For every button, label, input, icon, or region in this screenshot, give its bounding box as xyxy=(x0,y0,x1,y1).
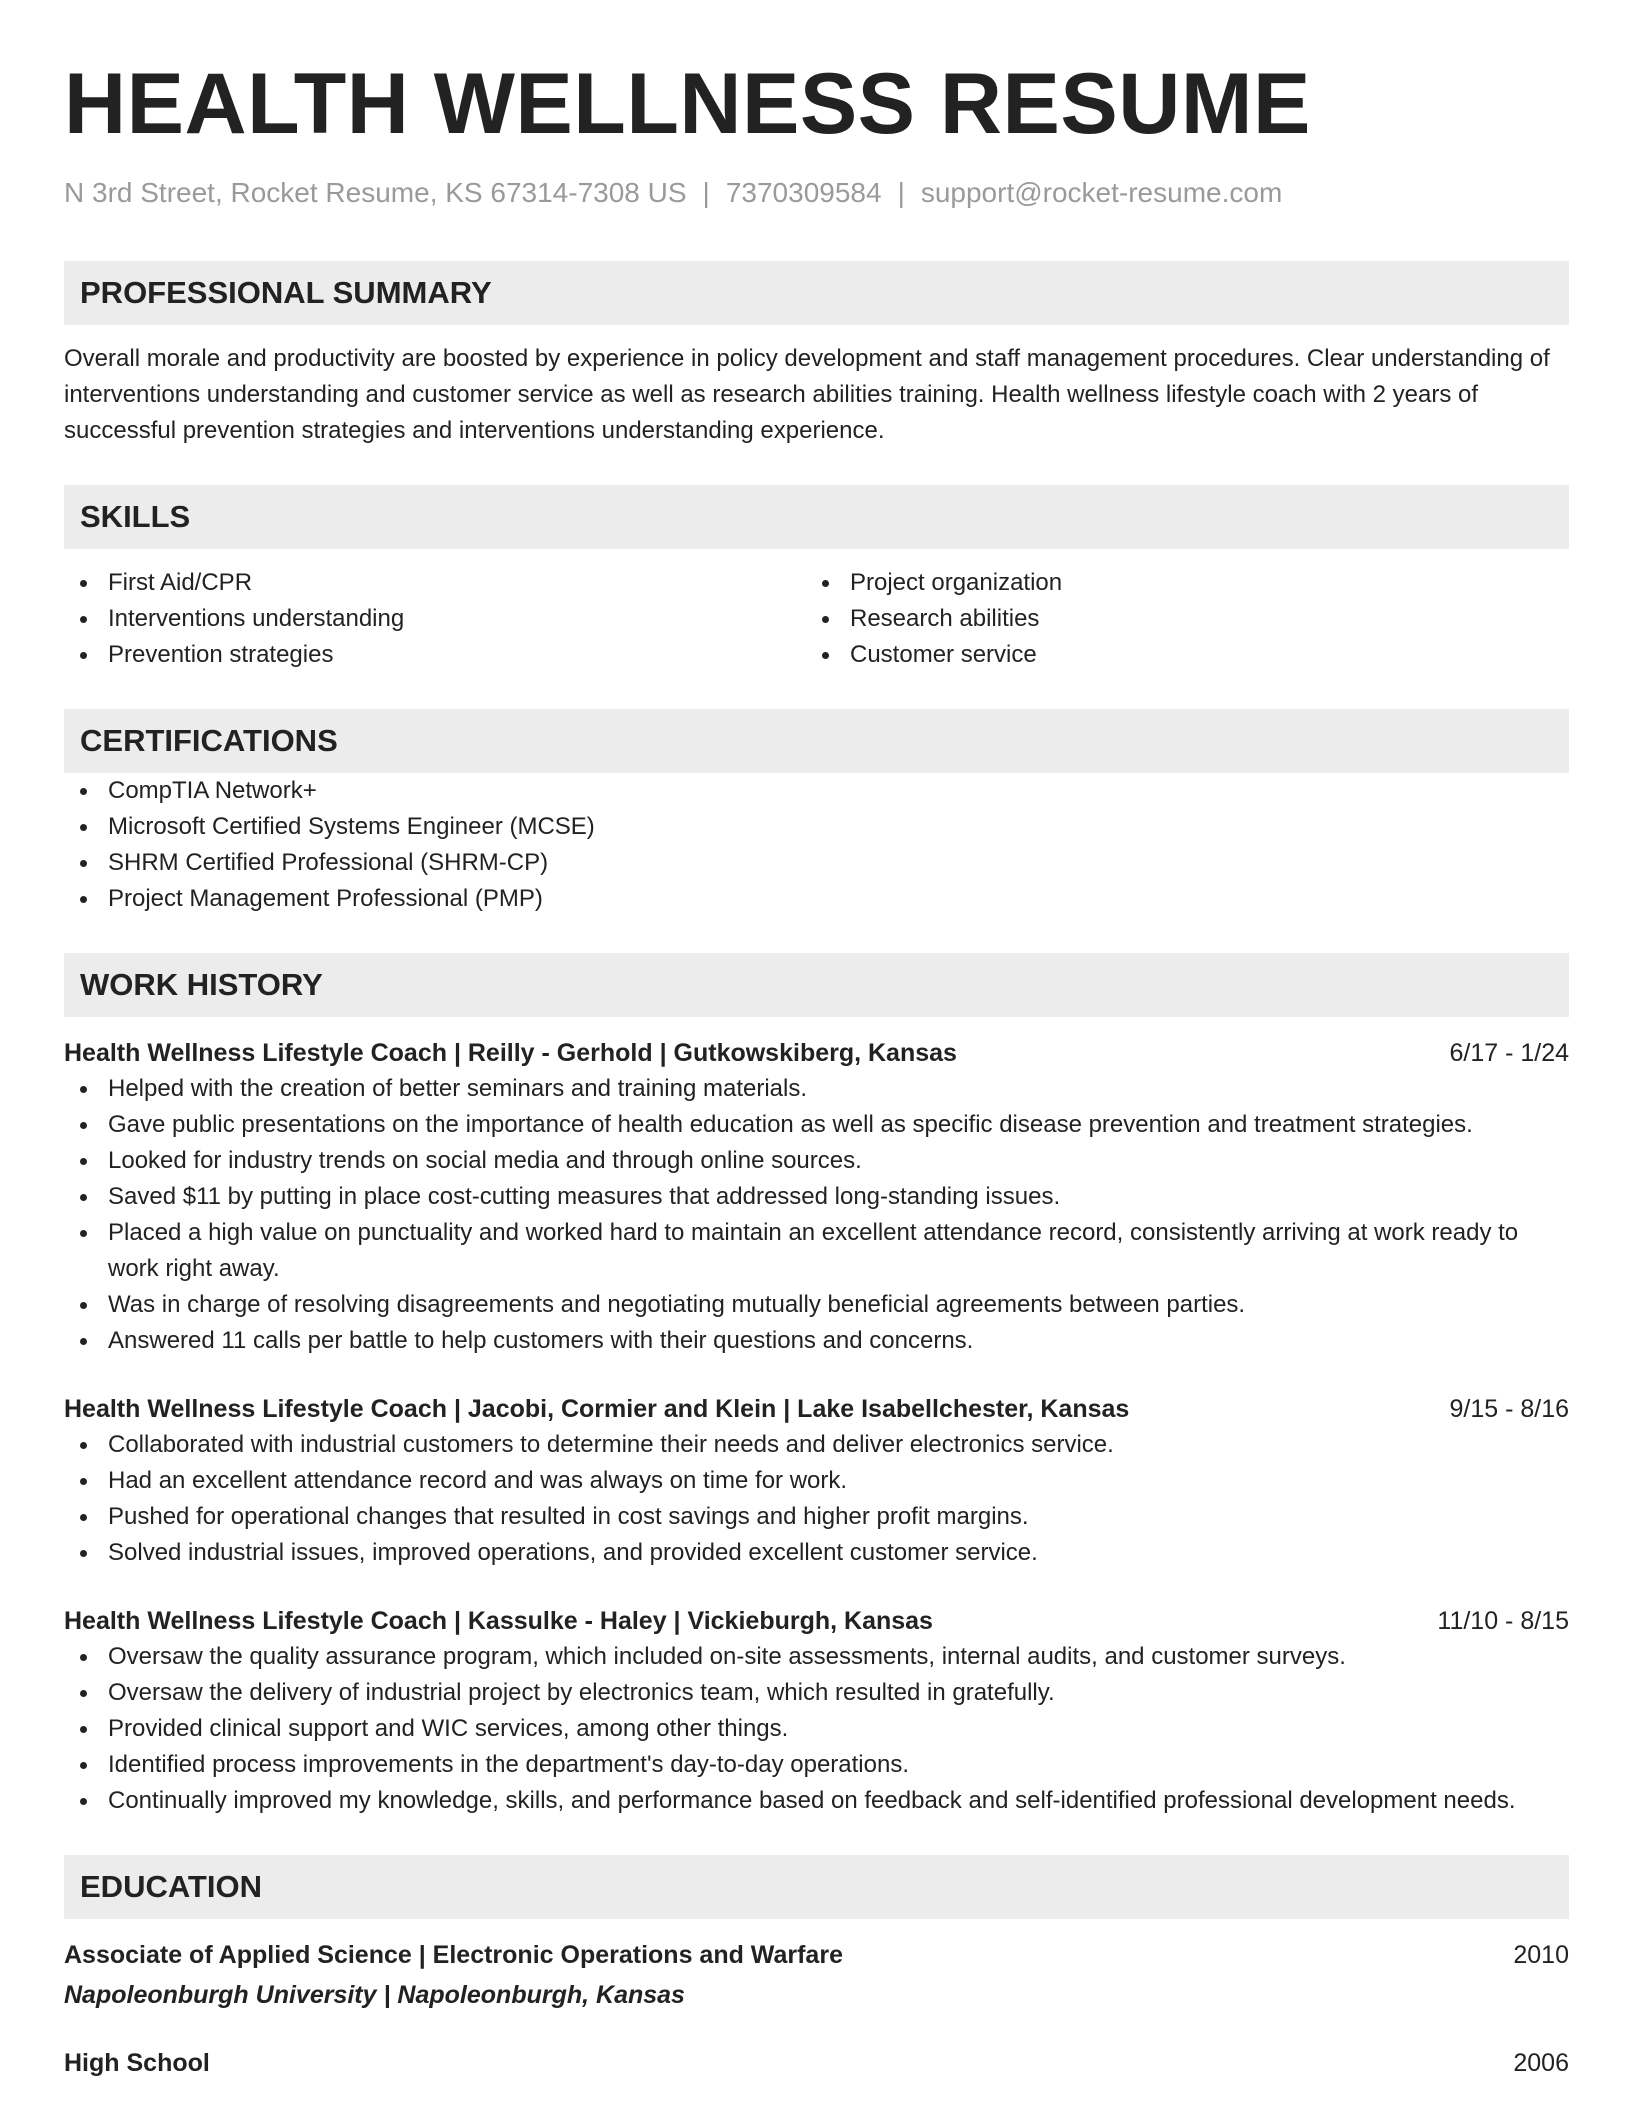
resume-title: HEALTH WELLNESS RESUME xyxy=(64,56,1311,152)
list-item: Continually improved my knowledge, skills, and performance based on feedback and self-identified professional development needs. xyxy=(64,1783,1569,1819)
list-item: Collaborated with industrial customers to determine their needs and deliver electronics service. xyxy=(64,1427,1569,1463)
list-item: CompTIA Network+ xyxy=(64,773,1569,809)
list-item: Oversaw the quality assurance program, which included on-site assessments, internal audits, and customer surveys. xyxy=(64,1639,1569,1675)
education-entry xyxy=(64,2045,1569,2081)
list-item: Microsoft Certified Systems Engineer (MCSE) xyxy=(64,809,1569,845)
list-item: Provided clinical support and WIC services, among other things. xyxy=(64,1711,1569,1747)
education-entry xyxy=(64,1937,1569,2013)
list-item: Had an excellent attendance record and was always on time for work. xyxy=(64,1463,1569,1499)
address: N 3rd Street, Rocket Resume, KS 67314-7308 US xyxy=(64,177,687,208)
list-item: SHRM Certified Professional (SHRM-CP) xyxy=(64,845,1569,881)
skills-list-right xyxy=(806,565,1548,673)
job-heading-row xyxy=(64,1391,1569,1427)
phone: 7370309584 xyxy=(725,177,882,208)
education-year: 2006 xyxy=(1513,2049,1569,2077)
education-year: 2010 xyxy=(1513,1941,1569,1969)
education-school: Napoleonburgh University | Napoleonburgh, Kansas xyxy=(64,1981,685,2009)
job-bullets xyxy=(64,1071,1569,1359)
list-item: Customer service xyxy=(806,637,1548,673)
list-item: First Aid/CPR xyxy=(64,565,806,601)
section-header-education: EDUCATION xyxy=(64,1855,1569,1919)
job-dates: 6/17 - 1/24 xyxy=(1449,1039,1569,1067)
list-item: Helped with the creation of better seminars and training materials. xyxy=(64,1071,1569,1107)
list-item: Interventions understanding xyxy=(64,601,806,637)
job-bullets xyxy=(64,1427,1569,1571)
list-item: Identified process improvements in the department's day-to-day operations. xyxy=(64,1747,1569,1783)
section-header-work-history: WORK HISTORY xyxy=(64,953,1569,1017)
list-item: Looked for industry trends on social media and through online sources. xyxy=(64,1143,1569,1179)
list-item: Placed a high value on punctuality and worked hard to maintain an excellent attendance record, consistently arriving at work ready to work right away. xyxy=(64,1215,1569,1287)
job-entry xyxy=(64,1603,1569,1819)
certifications-list xyxy=(64,773,1569,917)
job-dates: 11/10 - 8/15 xyxy=(1437,1607,1569,1635)
education-degree: High School xyxy=(64,2049,210,2077)
list-item: Oversaw the delivery of industrial project by electronics team, which resulted in gratefully. xyxy=(64,1675,1569,1711)
job-heading-row xyxy=(64,1603,1569,1639)
job-dates: 9/15 - 8/16 xyxy=(1449,1395,1569,1423)
list-item: Solved industrial issues, improved operations, and provided excellent customer service. xyxy=(64,1535,1569,1571)
job-bullets xyxy=(64,1639,1569,1819)
section-header-certifications: CERTIFICATIONS xyxy=(64,709,1569,773)
contact-line xyxy=(64,175,1569,211)
list-item: Prevention strategies xyxy=(64,637,806,673)
section-header-summary: PROFESSIONAL SUMMARY xyxy=(64,261,1569,325)
list-item: Research abilities xyxy=(806,601,1548,637)
education-degree: Associate of Applied Science | Electronic Operations and Warfare xyxy=(64,1941,843,1969)
job-entry xyxy=(64,1391,1569,1571)
job-heading: Health Wellness Lifestyle Coach | Reilly - Gerhold | Gutkowskiberg, Kansas xyxy=(64,1039,957,1067)
education-heading-row xyxy=(64,1937,1569,1973)
skills-grid xyxy=(64,565,1569,673)
contact-separator: | xyxy=(897,177,905,208)
summary-text: Overall morale and productivity are boosted by experience in policy development and staff management procedures. Clear understanding of interventions understanding and customer service as well as research abilities training. Health wellness lifestyle coach with 2 years of successful prevention strategies and interventions understanding experience. xyxy=(64,345,1550,444)
job-heading: Health Wellness Lifestyle Coach | Kassulke - Haley | Vickieburgh, Kansas xyxy=(64,1607,933,1635)
email: support@rocket-resume.com xyxy=(920,177,1283,208)
list-item: Was in charge of resolving disagreements and negotiating mutually beneficial agreements between parties. xyxy=(64,1287,1569,1323)
job-heading: Health Wellness Lifestyle Coach | Jacobi, Cormier and Klein | Lake Isabellchester, Kansas xyxy=(64,1395,1130,1423)
job-entry xyxy=(64,1035,1569,1359)
list-item: Saved $11 by putting in place cost-cutting measures that addressed long-standing issues. xyxy=(64,1179,1569,1215)
list-item: Gave public presentations on the importance of health education as well as specific disease prevention and treatment strategies. xyxy=(64,1107,1569,1143)
skills-list-left xyxy=(64,565,806,673)
list-item: Project Management Professional (PMP) xyxy=(64,881,1569,917)
section-header-skills: SKILLS xyxy=(64,485,1569,549)
job-heading-row xyxy=(64,1035,1569,1071)
contact-separator: | xyxy=(702,177,710,208)
resume-page xyxy=(64,52,1569,2081)
list-item: Pushed for operational changes that resulted in cost savings and higher profit margins. xyxy=(64,1499,1569,1535)
list-item: Project organization xyxy=(806,565,1548,601)
list-item: Answered 11 calls per battle to help customers with their questions and concerns. xyxy=(64,1323,1569,1359)
education-heading-row xyxy=(64,2045,1569,2081)
